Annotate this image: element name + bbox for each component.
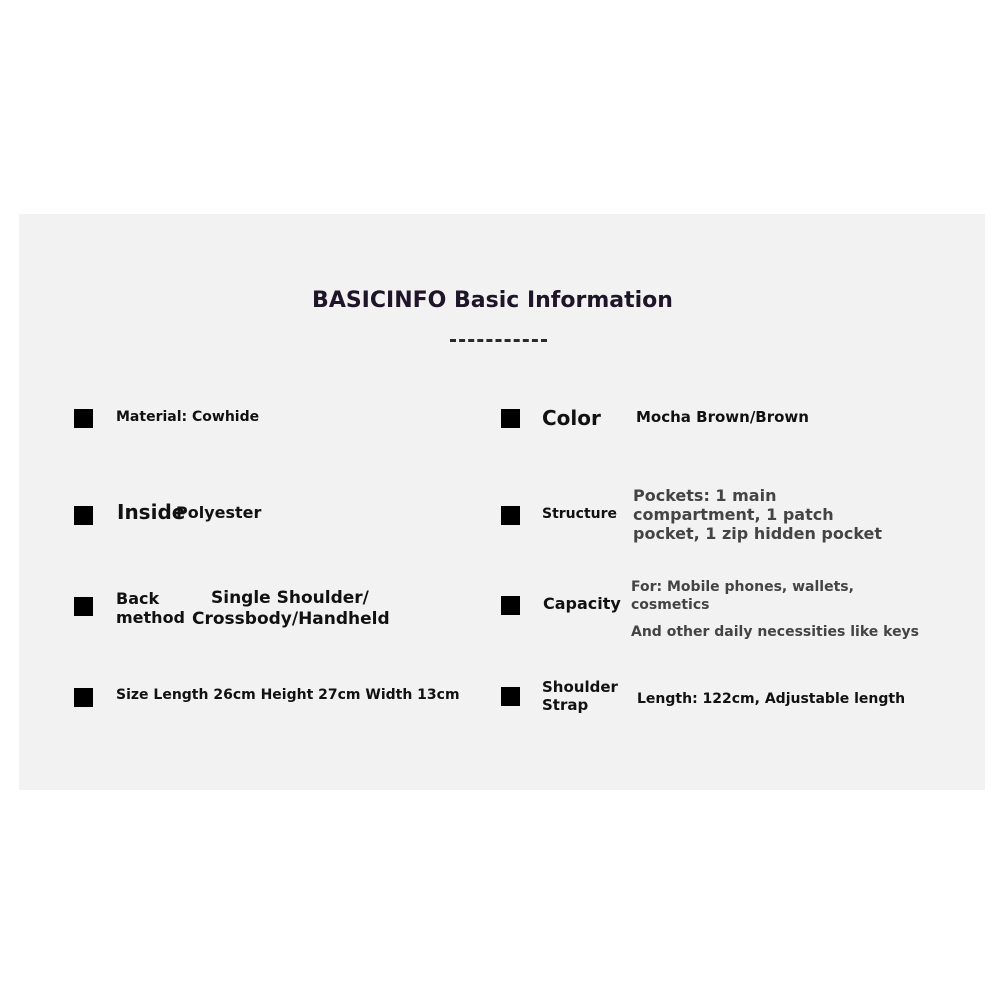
bullet-square-icon [74, 409, 93, 428]
strap-label-line1: Shoulder [542, 678, 618, 696]
structure-label: Structure [542, 506, 618, 522]
page-title: BASICINFO Basic Information [312, 288, 673, 313]
capacity-value-line1: For: Mobile phones, wallets, [631, 579, 854, 595]
back-label-line1: Back [116, 589, 160, 608]
structure-value-line2: compartment, 1 patch [633, 505, 834, 524]
bullet-square-icon [74, 506, 93, 525]
material-text: Material: Cowhide [116, 409, 260, 425]
strap-value: Length: 122cm, Adjustable length [637, 691, 906, 707]
color-value: Mocha Brown/Brown [636, 408, 809, 426]
bullet-square-icon [501, 687, 520, 706]
back-value-line2: Crossbody/Handheld [192, 609, 390, 629]
back-label-line2: method [116, 608, 186, 627]
bullet-square-icon [501, 409, 520, 428]
capacity-label: Capacity [543, 594, 621, 613]
inside-value: Polyester [176, 503, 262, 522]
bullet-square-icon [501, 506, 520, 525]
inside-label: Inside [117, 500, 186, 524]
structure-value-line3: pocket, 1 zip hidden pocket [633, 524, 883, 543]
structure-value-line1: Pockets: 1 main [633, 486, 777, 505]
size-text: Size Length 26cm Height 27cm Width 13cm [116, 687, 460, 703]
title-divider [450, 339, 547, 342]
bullet-square-icon [74, 597, 93, 616]
color-label: Color [542, 406, 601, 430]
capacity-value-line2: cosmetics [631, 597, 710, 613]
strap-label-line2: Strap [542, 696, 589, 714]
bullet-square-icon [74, 688, 93, 707]
back-value-line1: Single Shoulder/ [211, 588, 369, 608]
bullet-square-icon [501, 596, 520, 615]
capacity-value-line3: And other daily necessities like keys [631, 624, 920, 640]
